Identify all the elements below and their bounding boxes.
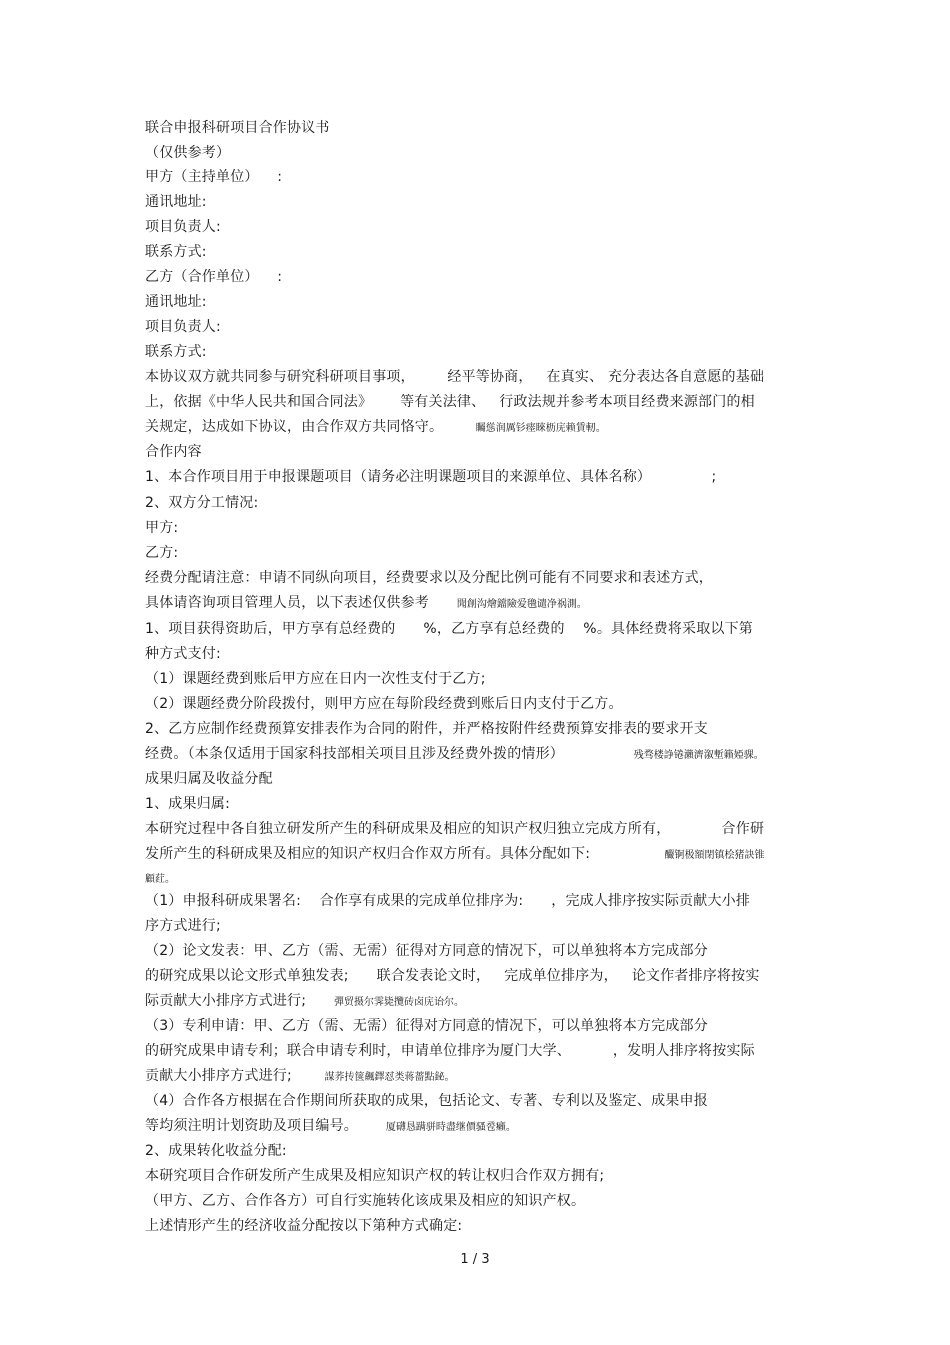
line-text: 项目负责人: bbox=[145, 319, 221, 335]
document-line bbox=[145, 119, 330, 139]
document-line bbox=[145, 1167, 604, 1187]
document-line bbox=[145, 293, 207, 313]
line-small-text: 聞創沟燴鐺險爱氇谴净祸測。 bbox=[456, 599, 587, 610]
document-line bbox=[145, 1067, 454, 1087]
document-line bbox=[145, 243, 207, 263]
document-line bbox=[145, 795, 230, 815]
line-text: 甲方: bbox=[145, 520, 179, 536]
document-line bbox=[145, 1217, 462, 1237]
line-text: 1、本合作项目用于申报课题项目（请务必注明课题项目的来源单位、具体名称） ; bbox=[145, 469, 717, 485]
document-line bbox=[145, 892, 750, 912]
line-text: 本协议双方就共同参与研究科研项目事项， 经平等协商， 在真实、 充分表达各自意愿的基础 bbox=[145, 369, 765, 385]
line-text: 经费。（本条仅适用于国家科技部相关项目且涉及经费外拨的情形） bbox=[145, 746, 634, 762]
document-line bbox=[145, 268, 282, 288]
document-line bbox=[145, 368, 764, 388]
document-line bbox=[145, 168, 282, 188]
line-text: 联系方式: bbox=[145, 344, 207, 360]
line-text: 贡献大小排序方式进行; bbox=[145, 1068, 325, 1084]
line-text: （3）专利申请：甲、乙方（需、无需）征得对方同意的情况下，可以单独将本方完成部分 bbox=[145, 1018, 708, 1034]
line-text: 通讯地址: bbox=[145, 194, 207, 210]
document-line bbox=[145, 393, 755, 413]
document-line bbox=[145, 695, 623, 715]
line-text: 的研究成果申请专利；联合申请专利时，申请单位排序为厦门大学、 ，发明人排序将按实际 bbox=[145, 1043, 755, 1059]
document-line bbox=[145, 318, 221, 338]
document-line bbox=[145, 1142, 287, 1162]
line-text: 甲方（主持单位） : bbox=[145, 169, 283, 185]
line-small-text: 顧荭。 bbox=[145, 874, 175, 885]
document-line bbox=[145, 144, 230, 164]
document-line bbox=[145, 992, 464, 1012]
line-small-text: 残骛楼諍锩瀨濟溆塹籟婭骒。 bbox=[633, 750, 764, 761]
line-text: 乙方: bbox=[145, 545, 179, 561]
document-line bbox=[145, 820, 764, 840]
line-text: 联系方式: bbox=[145, 244, 207, 260]
line-small-text: 謀荞抟箧飆鐸怼类蒋薔點鉍。 bbox=[324, 1072, 455, 1083]
line-text: 上述情形产生的经济收益分配按以下第种方式确定: bbox=[145, 1218, 463, 1234]
document-line bbox=[145, 418, 606, 438]
document-line bbox=[145, 569, 713, 589]
line-text: （2）课题经费分阶段拨付，则甲方应在每阶段经费到账后日内支付于乙方。 bbox=[145, 696, 623, 712]
line-small-text: 彈贸摄尔霁毙攬砖卤庑诒尔。 bbox=[334, 997, 465, 1008]
document-line bbox=[145, 594, 587, 614]
document-line bbox=[145, 845, 765, 865]
line-text: 1、项目获得资助后，甲方享有总经费的 %，乙方享有总经费的 %。具体经费将采取以下第 bbox=[145, 621, 754, 637]
line-text: 种方式支付: bbox=[145, 646, 221, 662]
line-text: 本研究过程中各自独立研发所产生的科研成果及相应的知识产权归独立完成方所有， 合作研 bbox=[145, 821, 765, 837]
line-text: 发所产生的科研成果及相应的知识产权归合作双方所有。具体分配如下: bbox=[145, 846, 665, 862]
line-text: 乙方（合作单位） : bbox=[145, 269, 283, 285]
document-line bbox=[145, 193, 207, 213]
document-line bbox=[145, 770, 273, 790]
document-line bbox=[145, 967, 760, 987]
line-text: 2、成果转化收益分配: bbox=[145, 1143, 287, 1159]
line-text: 通讯地址: bbox=[145, 294, 207, 310]
line-text: 项目负责人: bbox=[145, 219, 221, 235]
line-text: 具体请咨询项目管理人员，以下表述仅供参考 bbox=[145, 595, 457, 611]
document-line bbox=[145, 443, 202, 463]
line-text: 上，依据《中华人民共和国合同法》 等有关法律、 行政法规并参考本项目经费来源部门的相 bbox=[145, 394, 755, 410]
line-text: 合作内容 bbox=[145, 444, 202, 460]
document-line bbox=[145, 1192, 585, 1212]
document-line bbox=[145, 645, 221, 665]
line-text: 等均须注明计划资助及项目编号。 bbox=[145, 1118, 386, 1134]
line-text: 2、乙方应制作经费预算安排表作为合同的附件，并严格按附件经费预算安排表的要求开支 bbox=[145, 721, 708, 737]
line-text: （1）课题经费到账后甲方应在日内一次性支付于乙方; bbox=[145, 671, 486, 687]
line-text: 序方式进行; bbox=[145, 918, 221, 934]
document-line bbox=[145, 620, 753, 640]
line-small-text: 矚慫润厲钐瘗睞枥庑赖賃軔。 bbox=[475, 423, 606, 434]
line-small-text: 厦礴恳蹒骈時盡继價骚卺癩。 bbox=[385, 1122, 516, 1133]
line-text: （4）合作各方根据在合作期间所获取的成果，包括论文、专著、专利以及鉴定、成果申报 bbox=[145, 1093, 708, 1109]
line-text: 际贡献大小排序方式进行; bbox=[145, 993, 335, 1009]
document-line bbox=[145, 519, 178, 539]
document-line bbox=[145, 869, 175, 889]
document-line bbox=[145, 1092, 708, 1112]
document-line bbox=[145, 917, 221, 937]
line-text: （仅供参考） bbox=[145, 145, 231, 161]
line-text: 的研究成果以论文形式单独发表; 联合发表论文时， 完成单位排序为， 论文作者排序将按实 bbox=[145, 968, 760, 984]
line-text: 经费分配请注意：申请不同纵向项目，经费要求以及分配比例可能有不同要求和表述方式， bbox=[145, 570, 713, 586]
line-text: 2、双方分工情况: bbox=[145, 495, 259, 511]
document-line bbox=[145, 343, 207, 363]
line-text: 成果归属及收益分配 bbox=[145, 771, 273, 787]
document-line bbox=[145, 1042, 755, 1062]
line-text: （甲方、乙方、合作各方）可自行实施转化该成果及相应的知识产权。 bbox=[145, 1193, 586, 1209]
document-line bbox=[145, 720, 708, 740]
line-text: （2）论文发表：甲、乙方（需、无需）征得对方同意的情况下，可以单独将本方完成部分 bbox=[145, 943, 708, 959]
document-line bbox=[145, 670, 486, 690]
document-line bbox=[145, 942, 708, 962]
document-line bbox=[145, 544, 178, 564]
document-line bbox=[145, 494, 258, 514]
line-small-text: 釅锕极額閉镇桧猪訣锥 bbox=[664, 850, 765, 861]
document-line bbox=[145, 468, 716, 488]
document-line bbox=[145, 745, 764, 765]
line-text: 1、成果归属: bbox=[145, 796, 231, 812]
page-number: 1 / 3 bbox=[460, 1252, 490, 1267]
document-line bbox=[145, 218, 221, 238]
document-line bbox=[145, 1017, 708, 1037]
line-text: 联合申报科研项目合作协议书 bbox=[145, 120, 330, 136]
document-line bbox=[145, 1117, 516, 1137]
line-text: 本研究项目合作研发所产生成果及相应知识产权的转让权归合作双方拥有; bbox=[145, 1168, 605, 1184]
line-text: （1）申报科研成果署名: 合作享有成果的完成单位排序为: ，完成人排序按实际贡献大小排 bbox=[145, 893, 751, 909]
line-text: 关规定，达成如下协议，由合作双方共同恪守。 bbox=[145, 419, 476, 435]
